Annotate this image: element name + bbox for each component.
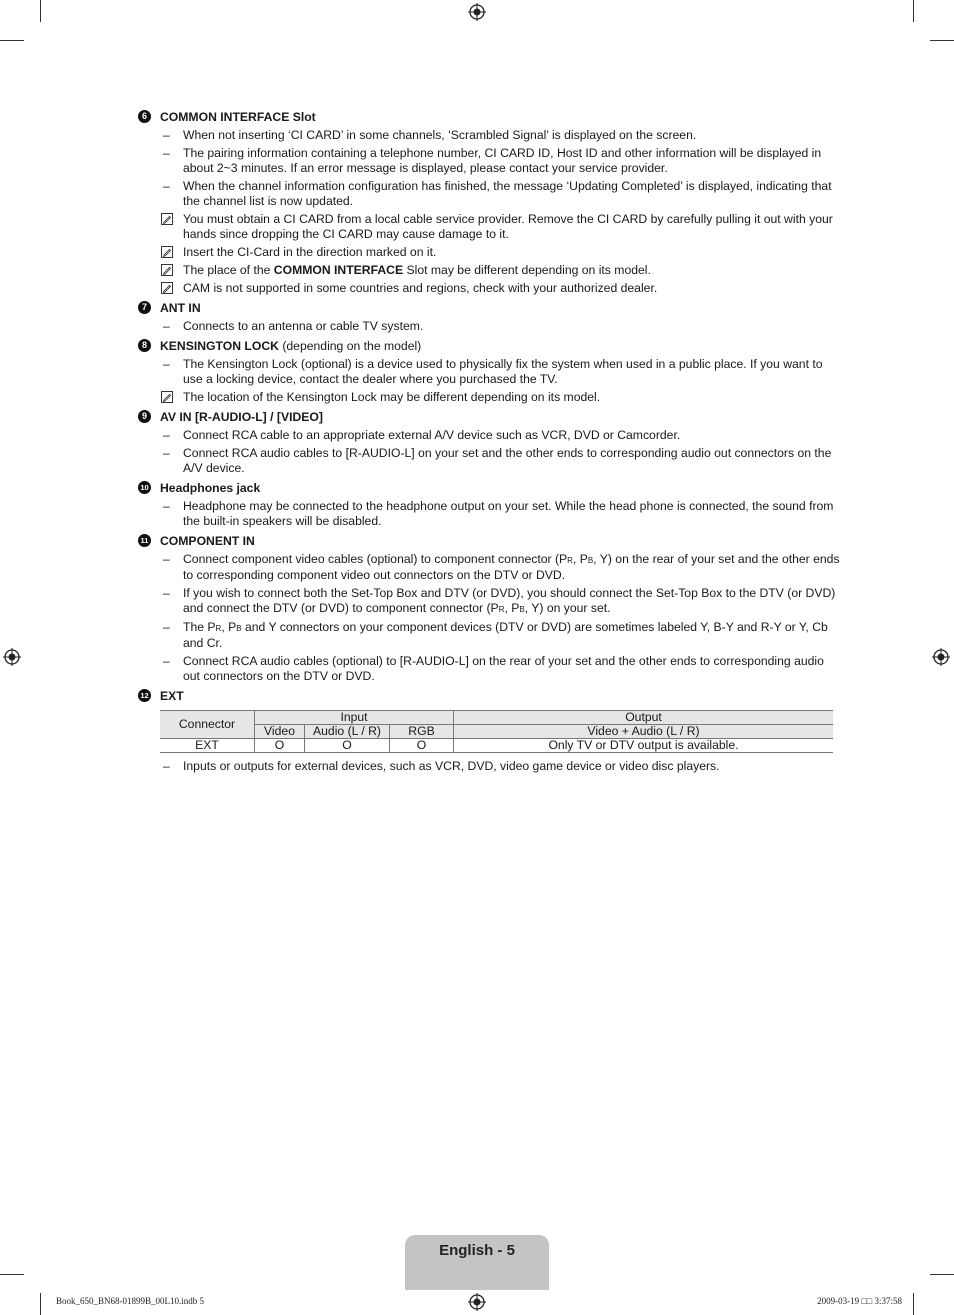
dash-bullet: –: [163, 586, 170, 600]
list-item: [138, 499, 842, 529]
table-header-connector: Connector: [160, 711, 255, 739]
note-item: [138, 281, 842, 296]
dash-bullet: –: [163, 128, 170, 142]
list-item: [138, 428, 842, 443]
item-text: Slot may be different depending on its model.: [403, 263, 651, 277]
dash-bullet: –: [163, 499, 170, 513]
crop-mark: [0, 40, 24, 41]
date-info: 2009-03-19 □□ 3:37:58: [817, 1296, 902, 1306]
list-item: [138, 357, 842, 387]
subscript-text: R: [567, 556, 573, 565]
crop-mark: [0, 1274, 24, 1275]
item-text: The location of the Kensington Lock may be different depending on its model.: [183, 390, 601, 404]
item-text: If you wish to connect both the Set-Top Box and DTV (or DVD), you should connect the Set-Top Box to the DTV (or DVD) and connect the DTV (or DVD) to component connector (PR, PB, Y) on your set.: [183, 586, 836, 615]
section-title: ANT IN: [160, 301, 201, 315]
crop-mark: [930, 40, 954, 41]
item-text: Connect RCA audio cables to [R-AUDIO-L] on your set and the other ends to corresponding audio out connectors on the A/V device.: [183, 446, 832, 475]
section-number: 12: [138, 689, 151, 702]
table-cell: EXT: [160, 739, 255, 753]
list-item: [138, 654, 842, 684]
page-number-tab: [405, 1235, 549, 1290]
item-text: CAM is not supported in some countries and regions, check with your authorized dealer.: [183, 281, 658, 295]
note-item: [138, 263, 842, 278]
section-number: 9: [138, 410, 151, 423]
list-item: [138, 179, 842, 209]
dash-bullet: –: [163, 552, 170, 566]
section-number: 11: [138, 534, 151, 547]
dash-bullet: –: [163, 357, 170, 371]
table-header-video: Video: [255, 725, 305, 739]
table-header-input: Input: [255, 711, 454, 725]
note-item: [138, 212, 842, 242]
registration-mark-icon: [3, 648, 21, 666]
list-item: [138, 586, 842, 617]
note-item: [138, 390, 842, 405]
section-heading: [138, 410, 842, 425]
dash-bullet: –: [163, 446, 170, 460]
subscript-text: R: [498, 605, 505, 614]
table-subheader-row: [160, 725, 833, 739]
table-header-output-sub: Video + Audio (L / R): [454, 725, 834, 739]
page-label: English - 5: [439, 1242, 515, 1259]
table-header-rgb: RGB: [390, 725, 454, 739]
note-icon: [161, 213, 173, 225]
note-icon: [161, 282, 173, 294]
list-item: [138, 552, 842, 583]
section-title: COMMON INTERFACE Slot: [160, 110, 316, 124]
list-item: [138, 146, 842, 176]
section-number: 6: [138, 110, 151, 123]
item-text: Insert the CI-Card in the direction marked on it.: [183, 245, 437, 259]
table-cell: O: [390, 739, 454, 753]
subscript-text: B: [236, 624, 242, 633]
section-heading: [138, 339, 842, 354]
list-item: [138, 759, 842, 774]
table-header-row: [160, 711, 833, 725]
section-title: COMPONENT IN: [160, 534, 255, 548]
item-text: Inputs or outputs for external devices, such as VCR, DVD, video game device or video disc players.: [183, 759, 720, 773]
section-number: 7: [138, 301, 151, 314]
section-heading: [138, 110, 842, 125]
section-title: KENSINGTON LOCK: [160, 339, 279, 353]
dash-bullet: –: [163, 654, 170, 668]
crop-mark: [913, 1293, 914, 1315]
subscript-text: R: [215, 624, 222, 633]
crop-mark: [40, 1293, 41, 1315]
note-icon: [161, 391, 173, 403]
item-text: Connects to an antenna or cable TV system.: [183, 319, 424, 333]
item-text: The PR, PB and Y connectors on your component devices (DTV or DVD) are sometimes labeled Y, B-Y and R-Y or Y, Cb and Cr.: [183, 620, 828, 650]
item-text: Headphone may be connected to the headphone output on your set. While the head phone is connected, the sound from the built-in speakers will be disabled.: [183, 499, 834, 528]
list-item: [138, 128, 842, 143]
list-item: [138, 446, 842, 476]
table-cell: Only TV or DTV output is available.: [454, 739, 834, 753]
table-cell: O: [305, 739, 390, 753]
file-info: Book_650_BN68-01899B_00L10.indb 5: [56, 1296, 205, 1306]
table-cell: O: [255, 739, 305, 753]
item-text: Connect RCA audio cables (optional) to [R-AUDIO-L] on the rear of your set and the other ends to corresponding audio out connectors on the DTV or DVD.: [183, 654, 824, 683]
dash-bullet: –: [163, 620, 170, 634]
subscript-text: B: [587, 556, 594, 565]
dash-bullet: –: [163, 319, 170, 333]
table-header-audio: Audio (L / R): [305, 725, 390, 739]
registration-mark-icon: [932, 648, 950, 666]
item-text: When the channel information configuration has finished, the message ‘Updating Completed’ is displayed, indicating that the channel list is now updated.: [183, 179, 832, 208]
crop-mark: [930, 1274, 954, 1275]
section-heading: [138, 689, 842, 704]
registration-mark-icon: [468, 1293, 486, 1311]
registration-mark-icon: [468, 3, 486, 21]
item-text: The pairing information containing a telephone number, CI CARD ID, Host ID and other information will be displayed in about 2~3 minutes. If an error message is displayed, please contact your service provider.: [183, 146, 822, 175]
item-text: When not inserting ‘CI CARD’ in some channels, ‘Scrambled Signal’ is displayed on the screen.: [183, 128, 697, 142]
section-title-suffix: (depending on the model): [278, 339, 422, 353]
item-text: You must obtain a CI CARD from a local cable service provider. Remove the CI CARD by carefully pulling it out with your hands since dropping the CI CARD may cause damage to it.: [183, 212, 833, 241]
ext-connector-table: [160, 710, 833, 753]
section-title: Headphones jack: [160, 481, 261, 495]
table-row: [160, 739, 833, 753]
section-number: 8: [138, 339, 151, 352]
item-text: Connect component video cables (optional) to component connector (PR, PB, Y) on the rear of your set and the other ends to corresponding component video out connectors on the DTV or DVD.: [183, 552, 840, 582]
page-content: [138, 110, 842, 777]
table-header-output: Output: [454, 711, 834, 725]
list-item: [138, 319, 842, 334]
crop-mark: [40, 0, 41, 22]
note-item: [138, 245, 842, 260]
item-text: Connect RCA cable to an appropriate external A/V device such as VCR, DVD or Camcorder.: [183, 428, 681, 442]
item-text: The place of the: [183, 263, 274, 277]
section-heading: [138, 534, 842, 549]
section-heading: [138, 301, 842, 316]
item-bold-text: COMMON INTERFACE: [273, 263, 404, 277]
crop-mark: [913, 0, 914, 22]
subscript-text: B: [519, 605, 525, 614]
item-text: The Kensington Lock (optional) is a device used to physically fix the system when used in a public place. If you want to use a locking device, contact the dealer where you purchased the TV.: [183, 357, 823, 386]
dash-bullet: –: [163, 179, 170, 193]
dash-bullet: –: [163, 428, 170, 442]
note-icon: [161, 264, 173, 276]
dash-bullet: –: [163, 146, 170, 160]
section-title: AV IN [R-AUDIO-L] / [VIDEO]: [160, 410, 323, 424]
note-icon: [161, 246, 173, 258]
section-title: EXT: [160, 689, 184, 703]
list-item: [138, 620, 842, 651]
section-number: 10: [138, 481, 151, 494]
dash-bullet: –: [163, 759, 170, 773]
section-heading: [138, 481, 842, 496]
